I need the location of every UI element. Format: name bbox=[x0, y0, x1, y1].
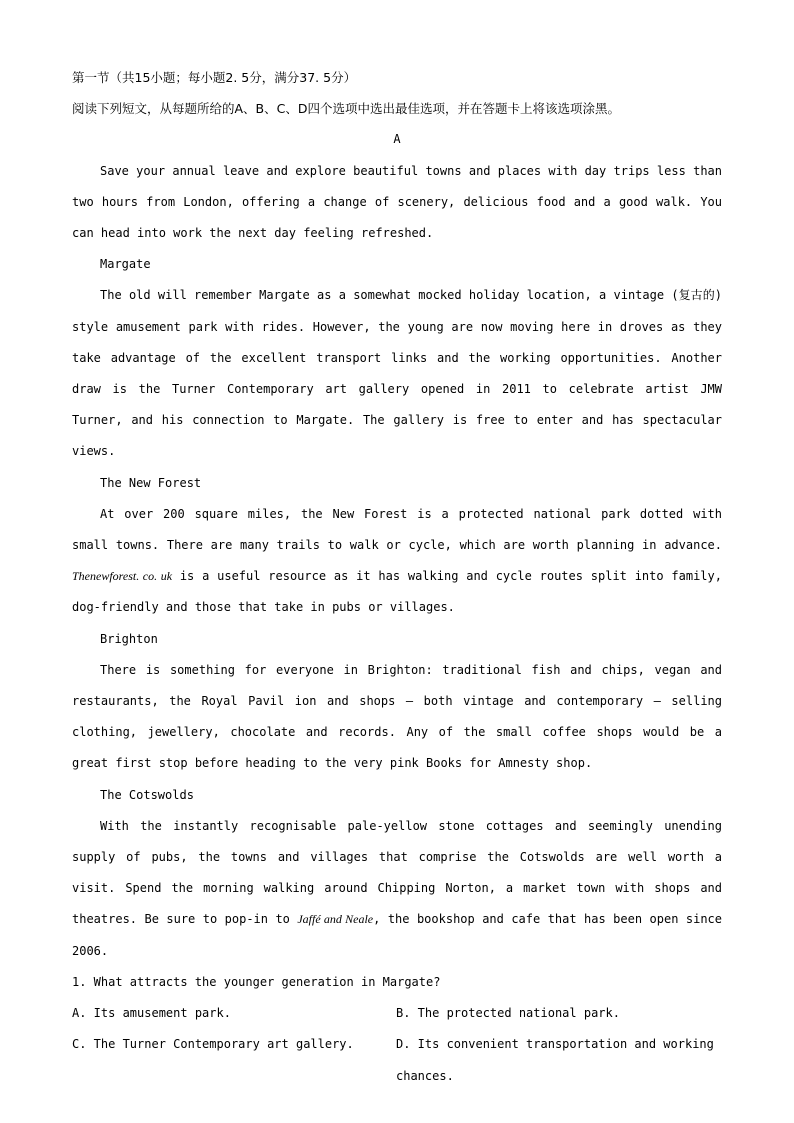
bookshop-name: Jaffé and Neale bbox=[297, 912, 374, 927]
instructions: 阅读下列短文，从每题所给的A、B、C、D四个选项中选出最佳选项，并在答题卡上将该选项涂黑。 bbox=[72, 101, 620, 117]
exam-page bbox=[72, 62, 722, 1092]
section-body-new-forest bbox=[72, 499, 722, 624]
cotswolds-text-2: , the bookshop and cafe that has been open since 2006. bbox=[72, 912, 723, 958]
new-forest-text-2: is a useful resource as it has walking and cycle routes split into family, dog-friendly and those that take in pubs or villages. bbox=[72, 569, 722, 615]
section-title-margate: Margate bbox=[100, 257, 151, 272]
section-title-cotswolds: The Cotswolds bbox=[100, 787, 194, 802]
question-stem: 1. What attracts the younger generation in Margate? bbox=[72, 974, 441, 989]
passage-intro: Save your annual leave and explore beautiful towns and places with day trips less than two hours from London, offering a change of scenery, delicious food and a good walk. You can head into work the next day feeling refreshed. bbox=[72, 163, 722, 241]
option-c: C. The Turner Contemporary art gallery. bbox=[72, 1037, 354, 1052]
new-forest-text-1: At over 200 square miles, the New Forest is a protected national park dotted with small towns. There are many trails to walk or cycle, which are worth planning in advance. bbox=[72, 506, 722, 553]
answer-options bbox=[72, 998, 722, 1092]
option-d: D. Its convenient transportation and working chances. bbox=[396, 1037, 714, 1083]
passage-label: A bbox=[393, 132, 401, 147]
section-title-new-forest: The New Forest bbox=[100, 475, 202, 490]
website-name: Thenewforest. co. uk bbox=[72, 569, 173, 584]
section-header: 第一节（共15小题；每小题2. 5分，满分37. 5分） bbox=[72, 70, 357, 85]
section-title-brighton: Brighton bbox=[100, 631, 158, 646]
cotswolds-text-1: With the instantly recognisable pale-yellow stone cottages and seemingly unending supply of pubs, the towns and villages that comprise the Cotswolds are well worth a visit. Spend the morning walking around Chipping Norton, a market town with shops and theatres. Be sure to pop-in to bbox=[72, 818, 722, 927]
section-body-cotswolds bbox=[72, 811, 722, 967]
option-b: B. The protected national park. bbox=[396, 1006, 620, 1021]
section-body-margate: The old will remember Margate as a somewhat mocked holiday location, a vintage (复古的) style amusement park with rides. However, the young are now moving here in droves as they take advantage of the excellent transport links and the working opportunities. Another draw is the Turner Contemporary art gallery opened in 2011 to celebrate artist JMW Turner, and his connection to Margate. The gallery is free to enter and has spectacular views. bbox=[72, 288, 722, 459]
section-body-brighton: There is something for everyone in Brighton: traditional fish and chips, vegan and restaurants, the Royal Pavil ion and shops — both vintage and contemporary — selling clothing, jewellery, chocolate and records. Any of the small coffee shops would be a great first stop before heading to the very pink Books for Amnesty shop. bbox=[72, 662, 722, 771]
option-a: A. Its amusement park. bbox=[72, 1006, 231, 1021]
